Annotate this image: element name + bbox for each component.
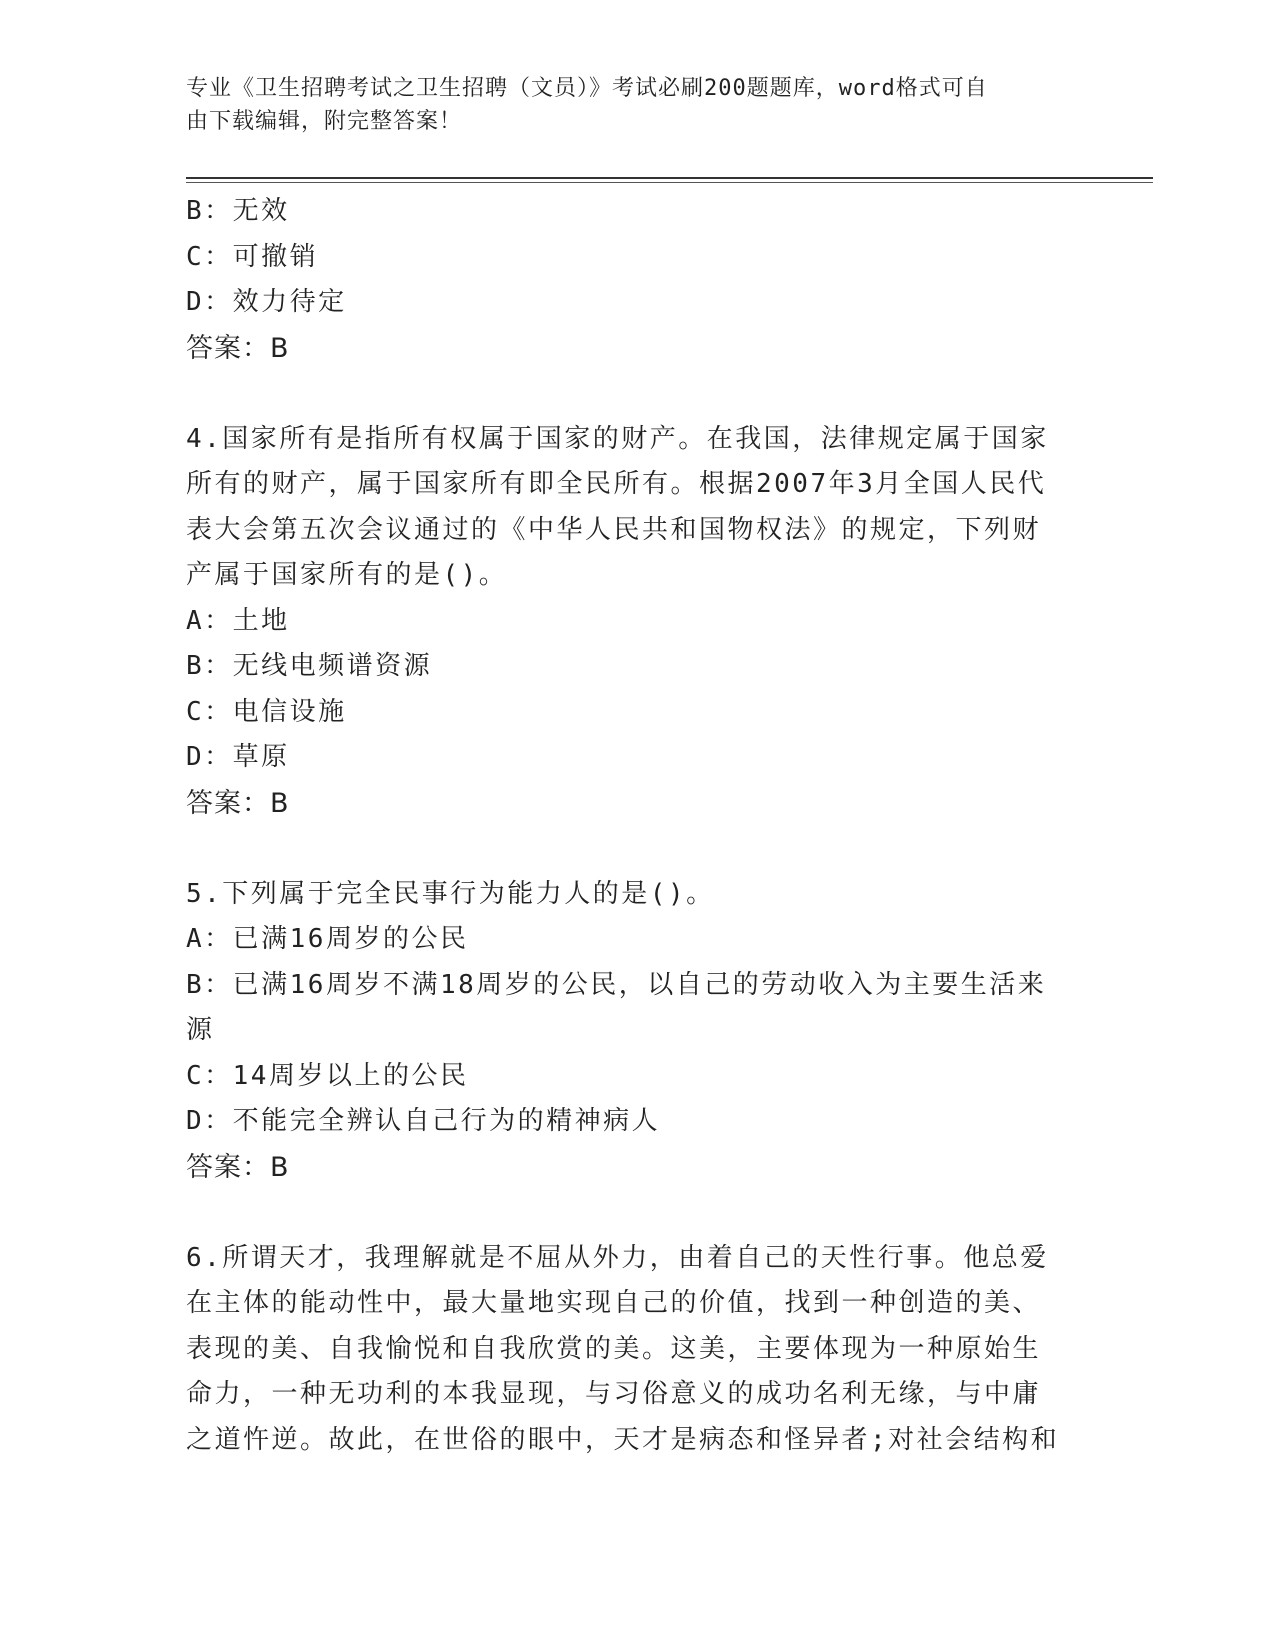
option-a: A：已满16周岁的公民 xyxy=(186,924,469,954)
option-b-line-1: B：已满16周岁不满18周岁的公民，以自己的劳动收入为主要生活来 xyxy=(186,969,1047,1000)
option-d: D：效力待定 xyxy=(186,287,347,317)
question-stem-line: 5.下列属于完全民事行为能力人的是()。 xyxy=(186,878,715,909)
question-stem-line: 产属于国家所有的是()。 xyxy=(186,560,508,590)
option-b: B：无效 xyxy=(186,196,290,226)
question-stem-line: 在主体的能动性中，最大量地实现自己的价值，找到一种创造的美、 xyxy=(186,1288,1042,1318)
question-stem-line: 6.所谓天才，我理解就是不屈从外力，由着自己的天性行事。他总爱 xyxy=(186,1242,1049,1273)
spacer xyxy=(186,826,1086,872)
page-header xyxy=(186,72,1066,138)
question-stem-line: 4.国家所有是指所有权属于国家的财产。在我国，法律规定属于国家 xyxy=(186,423,1049,454)
question-stem-line: 表现的美、自我愉悦和自我欣赏的美。这美，主要体现为一种原始生 xyxy=(186,1333,1042,1364)
question-content xyxy=(186,189,1086,1463)
answer-line: 答案：B xyxy=(186,332,290,364)
option-c: C：14周岁以上的公民 xyxy=(186,1060,469,1091)
header-line-2: 由下载编辑，附完整答案！ xyxy=(186,109,463,134)
question-5 xyxy=(186,872,1086,1191)
answer-line: 答案：B xyxy=(186,1151,290,1183)
question-4 xyxy=(186,417,1086,827)
option-c: C：可撤销 xyxy=(186,241,319,272)
spacer xyxy=(186,1190,1086,1236)
option-c: C：电信设施 xyxy=(186,696,347,727)
answer-line: 答案：B xyxy=(186,787,290,819)
question-stem-line: 之道忤逆。故此，在世俗的眼中，天才是病态和怪异者;对社会结构和 xyxy=(186,1424,1060,1455)
header-rule-thick xyxy=(186,177,1153,179)
option-b-line-2: 源 xyxy=(186,1015,215,1045)
question-3-tail xyxy=(186,189,1086,371)
question-stem-line: 表大会第五次会议通过的《中华人民共和国物权法》的规定，下列财 xyxy=(186,514,1042,545)
option-a: A：土地 xyxy=(186,605,290,636)
header-rule-thin xyxy=(186,182,1153,183)
option-d: D：草原 xyxy=(186,742,290,772)
header-line-1: 专业《卫生招聘考试之卫生招聘（文员）》考试必刷200题题库，word格式可自 xyxy=(186,76,988,101)
option-d: D：不能完全辨认自己行为的精神病人 xyxy=(186,1106,661,1136)
question-stem-line: 命力，一种无功利的本我显现，与习俗意义的成功名利无缘，与中庸 xyxy=(186,1379,1042,1409)
question-stem-line: 所有的财产，属于国家所有即全民所有。根据2007年3月全国人民代 xyxy=(186,469,1047,499)
question-6 xyxy=(186,1236,1086,1464)
option-b: B：无线电频谱资源 xyxy=(186,651,433,681)
spacer xyxy=(186,371,1086,417)
